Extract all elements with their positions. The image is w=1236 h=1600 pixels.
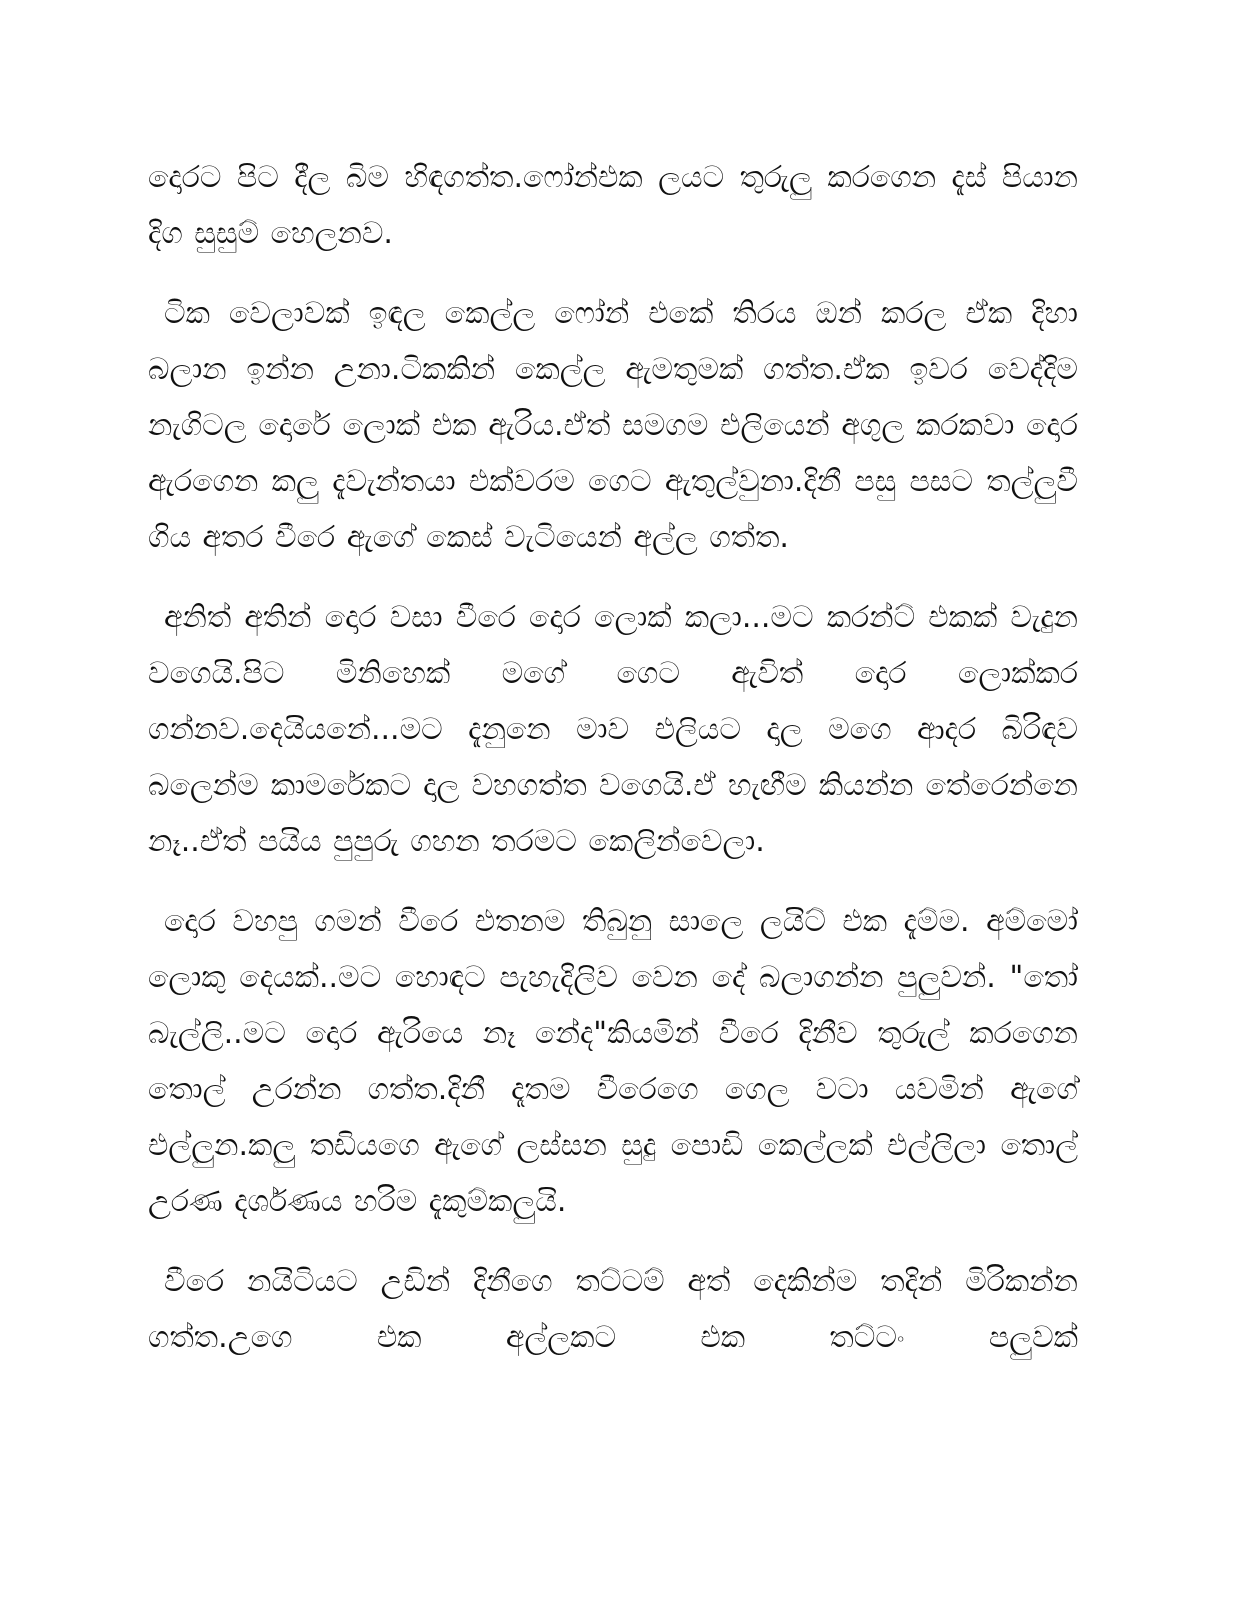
- paragraph-2: ටික වෙලාවක් ඉඳල කෙල්ල ෆෝන් එකේ තිරය ඔන් කරල ඒක දිහා බලාන ඉන්න උනා.ටිකකින් කෙල්ල ඇමතුමක් ගත්ත.ඒක ඉවර වෙද්දිම නැගිටල දොරේ ලොක් එක ඇරිය.ඒත් සමගම එලියෙන් අගුල කරකවා දොර ඇරගෙන කලු දැවැන්තයා එක්වරම ගෙට ඇතුල්වුනා.දිනී පසු පසට තල්ලුවී ගිය අතර වීරෙ ඇගේ කෙස් වැටියෙන් අල්ල ගත්ත.: [148, 296, 1078, 555]
- paragraph-3: අනිත් අතින් දොර වසා වීරෙ දොර ලොක් කලා...මට කරන්ට් එකක් වැදුන වගෙයි.පිට මිනිහෙක් මගේ ගෙට ඇවිත් දොර ලොක්කර ගන්නව.දෙයියනේ...මට දැනුනෙ මාව එලියට දාල මගෙ ආදර බිරිඳව බලෙන්ම කාමරේකට දාල වහගත්ත වගෙයි.ඒ හැඟීම කියන්න තේරෙන්නෙ නෑ..ඒත් පයිය පුපුරු ගහන තරමට කෙලින්වෙලා.: [148, 600, 1078, 859]
- paragraph-1: දොරට පිට දීල බිම හිඳගත්ත.ෆෝන්එක ලයට තුරුලු කරගෙන දැස් පියාන දිග සුසුම් හෙලනව.: [148, 160, 1078, 251]
- story-text: [148, 150, 1078, 1390]
- paragraph-4: දොර වහපු ගමන් වීරෙ එතනම තිබුනු සාලෙ ලයිට් එක දැම්ම. අම්මෝ ලොකු දෙයක්..මට හොඳට පැහැදිලිව වෙන දේ බලාගන්න පුලුවන්. "තෝ බැල්ලි..මට දොර ඇරියෙ නෑ නේද"කියමින් වීරෙ දිනීව තුරුල් කරගෙන තොල් උරන්න ගත්ත.දිනී දෑතම වීරෙගෙ ගෙල වටා යවමින් ඇගේ එල්ලුන.කලු තඩියගෙ ඇගේ ලස්සන සුදු පොඩි කෙල්ලක් එල්ලිලා තොල් උරණ දර්ශණය හරිම දැකුම්කලුයි.: [148, 904, 1078, 1219]
- paragraph-5: වීරෙ නයිටියට උඩින් දිනීගෙ තට්ටම් අත් දෙකින්ම තදින් මිරිකන්න ගත්ත.උගෙ එක අල්ලකට එක තට්ටං පලුවක්: [148, 1264, 1078, 1355]
